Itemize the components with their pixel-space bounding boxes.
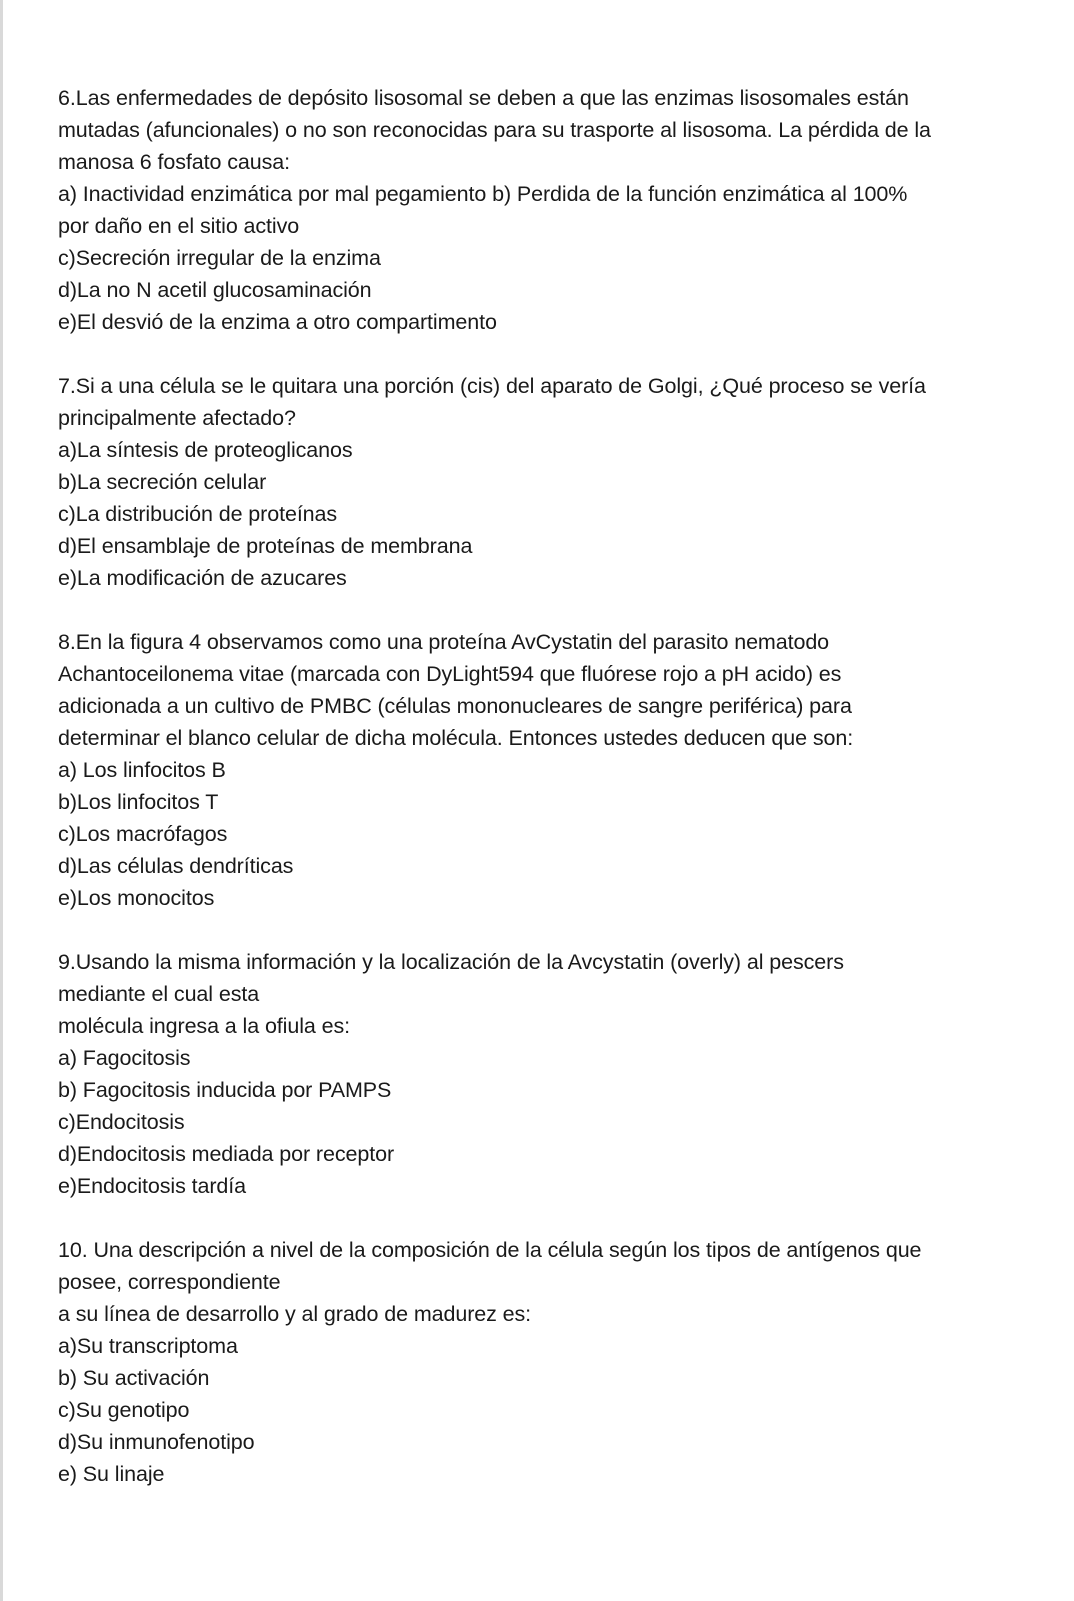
question-10-option-b: b) Su activación: [58, 1366, 210, 1390]
question-10: [58, 1234, 1068, 1490]
question-9-stem-line-3: molécula ingresa a la ofiula es:: [58, 1014, 350, 1038]
question-9: [58, 946, 1068, 1202]
question-10-option-c: c)Su genotipo: [58, 1398, 190, 1422]
question-6-option-b-continued: por daño en el sitio activo: [58, 214, 300, 238]
page-left-edge-divider: [0, 0, 3, 1601]
question-8-option-a: a) Los linfocitos B: [58, 758, 226, 782]
question-6-stem-line-1: 6.Las enfermedades de depósito lisosomal se deben a que las enzimas lisosomales están: [58, 86, 909, 110]
question-8-stem-line-3: adicionada a un cultivo de PMBC (células mononucleares de sangre periférica) para: [58, 694, 852, 718]
question-9-stem-line-1: 9.Usando la misma información y la localización de la Avcystatin (overly) al pescers: [58, 950, 844, 974]
question-6-stem-line-3: manosa 6 fosfato causa:: [58, 150, 290, 174]
question-8-option-b: b)Los linfocitos T: [58, 790, 219, 814]
question-6-option-a-b: a) Inactividad enzimática por mal pegamiento b) Perdida de la función enzimática al 100%: [58, 182, 908, 206]
question-9-option-e: e)Endocitosis tardía: [58, 1174, 247, 1198]
question-8-option-e: e)Los monocitos: [58, 886, 215, 910]
question-9-option-b: b) Fagocitosis inducida por PAMPS: [58, 1078, 392, 1102]
question-7-option-a: a)La síntesis de proteoglicanos: [58, 438, 353, 462]
question-8-stem-line-1: 8.En la figura 4 observamos como una proteína AvCystatin del parasito nematodo: [58, 630, 830, 654]
question-7-stem-line-1: 7.Si a una célula se le quitara una porción (cis) del aparato de Golgi, ¿Qué proceso se vería: [58, 374, 926, 398]
question-8: [58, 626, 1068, 914]
question-7-option-e: e)La modificación de azucares: [58, 566, 347, 590]
question-9-option-c: c)Endocitosis: [58, 1110, 185, 1134]
question-10-option-e: e) Su linaje: [58, 1462, 165, 1486]
question-10-stem-line-2: posee, correspondiente: [58, 1270, 281, 1294]
question-6-option-e: e)El desvió de la enzima a otro compartimento: [58, 310, 497, 334]
question-7-option-b: b)La secreción celular: [58, 470, 267, 494]
question-10-stem-line-1: 10. Una descripción a nivel de la composición de la célula según los tipos de antígenos que: [58, 1238, 922, 1262]
question-9-stem-line-2: mediante el cual esta: [58, 982, 260, 1006]
question-8-stem-line-4: determinar el blanco celular de dicha molécula. Entonces ustedes deducen que son:: [58, 726, 854, 750]
question-7-option-d: d)El ensamblaje de proteínas de membrana: [58, 534, 473, 558]
question-6-stem-line-2: mutadas (afuncionales) o no son reconocidas para su trasporte al lisosoma. La pérdida de la: [58, 118, 931, 142]
question-7-option-c: c)La distribución de proteínas: [58, 502, 338, 526]
question-document: [58, 82, 1068, 1522]
question-10-option-a: a)Su transcriptoma: [58, 1334, 238, 1358]
question-6-option-c: c)Secreción irregular de la enzima: [58, 246, 381, 270]
question-8-option-c: c)Los macrófagos: [58, 822, 228, 846]
question-10-stem-line-3: a su línea de desarrollo y al grado de madurez es:: [58, 1302, 532, 1326]
question-7-stem-line-2: principalmente afectado?: [58, 406, 296, 430]
question-8-stem-line-2: Achantoceilonema vitae (marcada con DyLight594 que fluórese rojo a pH acido) es: [58, 662, 842, 686]
question-9-option-d: d)Endocitosis mediada por receptor: [58, 1142, 395, 1166]
question-7: [58, 370, 1068, 594]
question-10-option-d: d)Su inmunofenotipo: [58, 1430, 255, 1454]
question-6-option-d: d)La no N acetil glucosaminación: [58, 278, 372, 302]
question-9-option-a: a) Fagocitosis: [58, 1046, 191, 1070]
question-8-option-d: d)Las células dendríticas: [58, 854, 294, 878]
question-6: [58, 82, 1068, 338]
